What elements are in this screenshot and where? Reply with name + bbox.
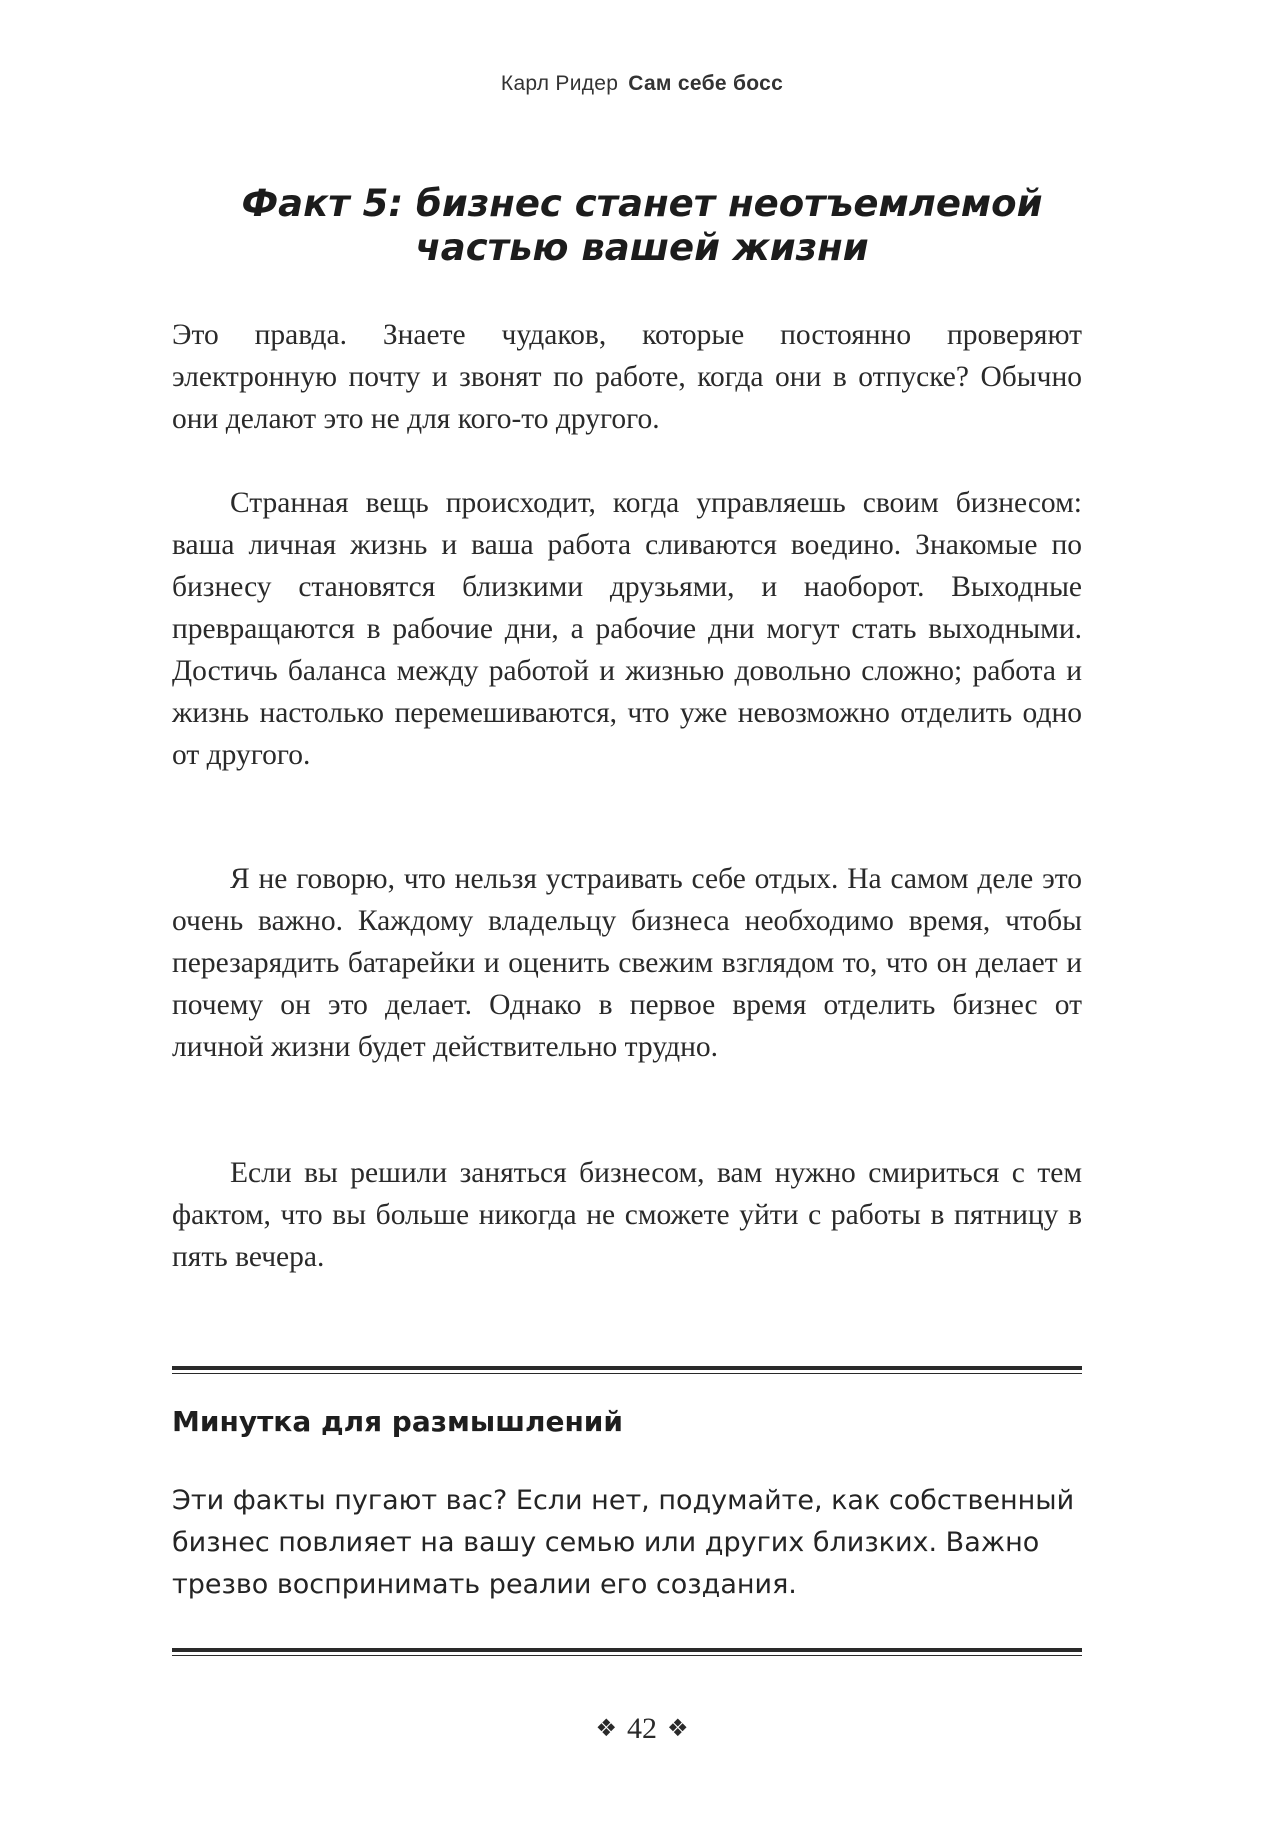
sidebar-bottom-rule — [172, 1648, 1082, 1652]
page-number: 42 — [627, 1712, 657, 1745]
paragraph-1: Это правда. Знаете чудаков, которые постоянно проверяют электронную почту и звонят по работе, когда они в отпуске? Обычно они делают это не для кого-то другого. — [172, 319, 1082, 435]
running-head-author: Карл Ридер — [500, 72, 619, 95]
sidebar-title: Минутка для размышлений — [172, 1405, 624, 1438]
sidebar-text: Эти факты пугают вас? Если нет, подумайте, как собственный бизнес повлияет на вашу семью или других близких. Важно трезво воспринимать реалии его создания. — [172, 1485, 1075, 1600]
ornament-right-icon: ❖ — [667, 1714, 689, 1742]
paragraph-3: Я не говорю, что нельзя устраивать себе отдых. На самом деле это очень важно. Каждому владельцу бизнеса необходимо время, чтобы перезарядить батарейки и оценить свежим взглядом то, что он делает и почему он это делает. Однако в первое время отделить бизнес от личной жизни будет действительно трудно. — [172, 863, 1082, 1063]
sidebar-top-rule — [172, 1366, 1082, 1370]
running-head — [0, 72, 1284, 96]
paragraph-2: Странная вещь происходит, когда управляешь своим бизнесом: ваша личная жизнь и ваша работа сливаются воедино. Знакомые по бизнесу становятся близкими друзьями, и наоборот. Выходные превращаются в рабочие дни, а рабочие дни могут стать выходными. Достичь баланса между работой и жизнью довольно сложно; работа и жизнь настолько перемешиваются, что уже невозможно отделить одно от другого. — [172, 487, 1082, 771]
chapter-title-line-2: частью вашей жизни — [415, 226, 869, 269]
running-head-book-title: Сам себе босс — [628, 72, 784, 95]
chapter-title-line-1: Факт 5: бизнес станет неотъемлемой — [241, 182, 1043, 225]
paragraph-4: Если вы решили заняться бизнесом, вам нужно смириться с тем фактом, что вы больше никогда не сможете уйти с работы в пятницу в пять вечера. — [172, 1157, 1082, 1273]
chapter-title — [150, 182, 1134, 270]
ornament-left-icon: ❖ — [595, 1714, 617, 1742]
page-footer — [0, 1712, 1284, 1746]
